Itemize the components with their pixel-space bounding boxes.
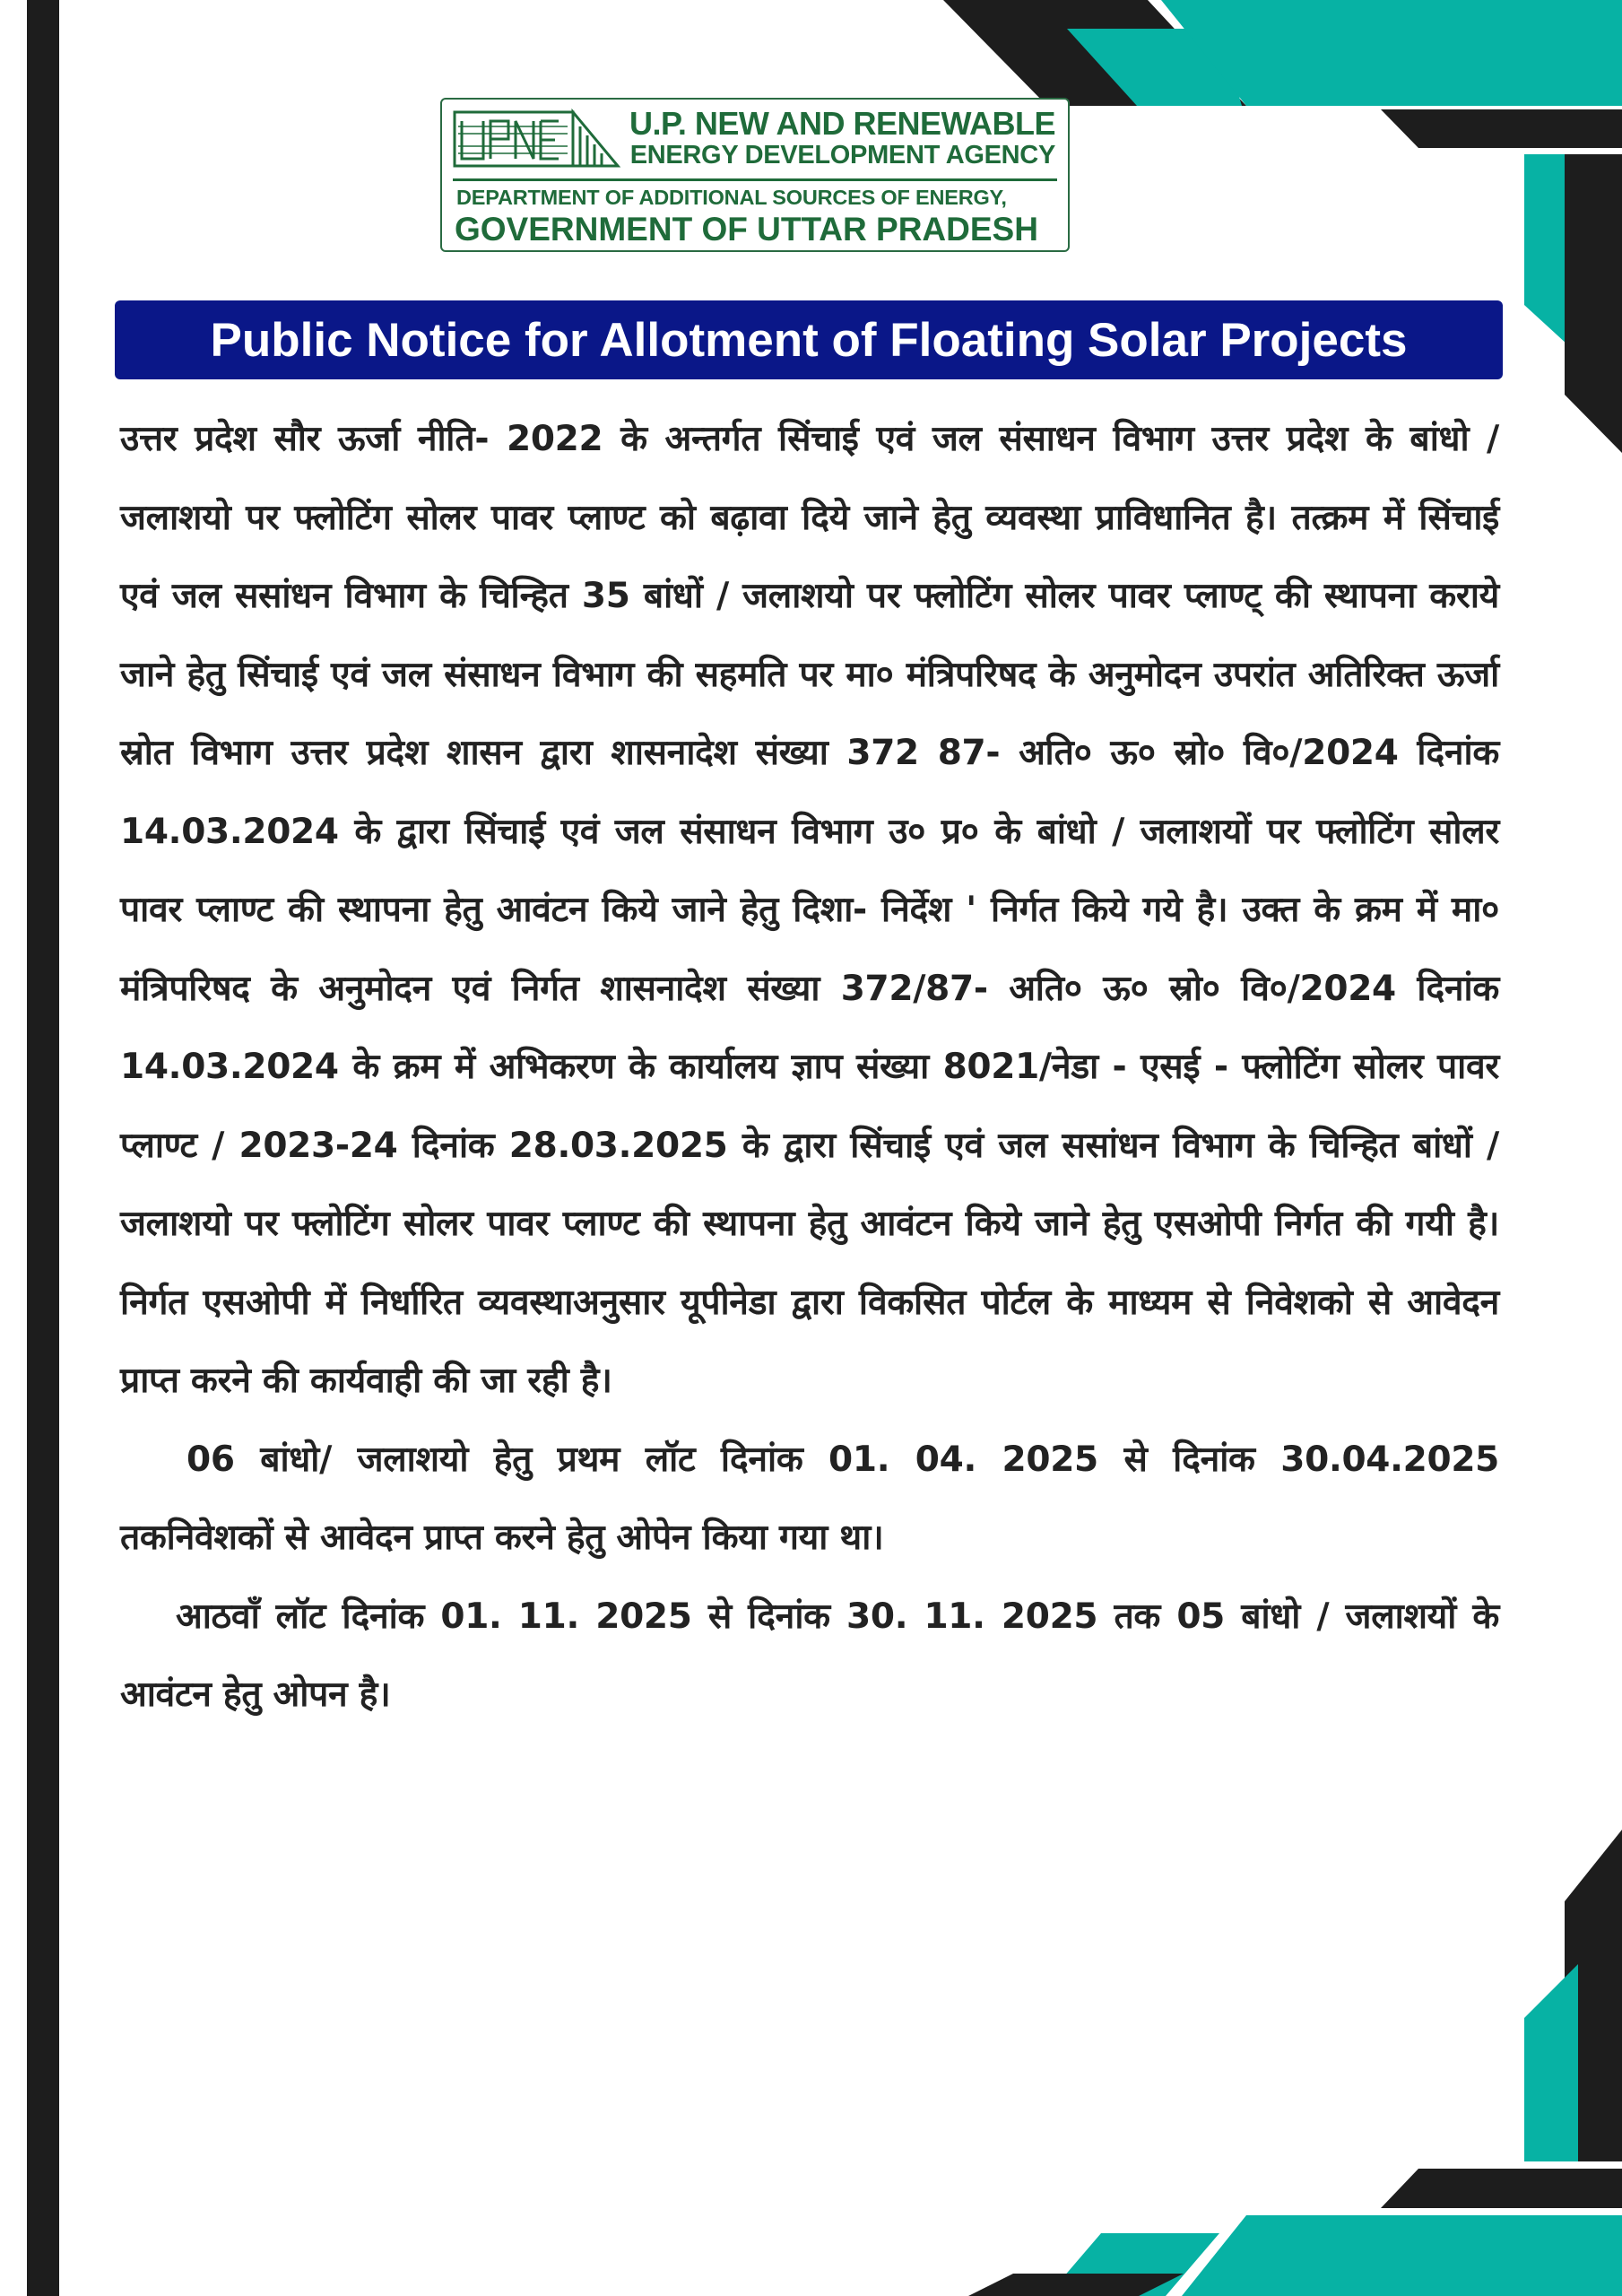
- department-line: DEPARTMENT OF ADDITIONAL SOURCES OF ENERGY,: [456, 186, 1007, 209]
- notice-title: Public Notice for Allotment of Floating Solar Projects: [210, 313, 1408, 367]
- notice-body: [120, 400, 1499, 1735]
- logo-divider: [453, 178, 1057, 181]
- notice-paragraph-3: आठवाँ लॉट दिनांक 01. 11. 2025 से दिनांक 30. 11. 2025 तक 05 बांधो / जलाशयों के आवंटन हेतु ओपन है।: [120, 1596, 1499, 1715]
- notice-paragraph-1: उत्तर प्रदेश सौर ऊर्जा नीति- 2022 के अन्तर्गत सिंचाई एवं जल संसाधन विभाग उत्तर प्रदेश के बांधो / जलाशयो पर फ्लोटिंग सोलर पावर प्लाण्ट को बढ़ावा दिये जाने हेतु व्यवस्था प्राविधानित है। तत्क्रम में सिंचाई एवं जल ससांधन विभाग के चिन्हित 35 बांधों / जलाशयो पर फ्लोटिंग सोलर पावर प्लाण्ट् की स्थापना कराये जाने हेतु सिंचाई एवं जल संसाधन विभाग की सहमति पर मा० मंत्रिपरिषद के अनुमोदन उपरांत अतिरिक्त ऊर्जा स्रोत विभाग उत्तर प्रदेश शासन द्वारा शासनादेश संख्या 372 87- अति० ऊ० स्रो० वि०/2024 दिनांक 14.03.2024 के द्वारा सिंचाई एवं जल संसाधन विभाग उ० प्र० के बांधो / जलाशयों पर फ्लोटिंग सोलर पावर प्लाण्ट की स्थापना हेतु आवंटन किये जाने हेतु दिशा- निर्देश ' निर्गत किये गये है। उक्त के क्रम में मा० मंत्रिपरिषद के अनुमोदन एवं निर्गत शासनादेश संख्या 372/87- अति० ऊ० स्रो० वि०/2024 दिनांक 14.03.2024 के क्रम में अभिकरण के कार्यालय ज्ञाप संख्या 8021/नेडा - एसई - फ्लोटिंग सोलर पावर प्लाण्ट / 2023-24 दिनांक 28.03.2025 के द्वारा सिंचाई एवं जल ससांधन विभाग के चिन्हित बांधों / जलाशयो पर फ्लोटिंग सोलर पावर प्लाण्ट की स्थापना हेतु आवंटन किये जाने हेतु एसओपी निर्गत की गयी है। निर्गत एसओपी में निर्धारित व्यवस्थाअनुसार यूपीनेडा द्वारा विकसित पोर्टल के माध्यम से निवेशको से आवेदन प्राप्त करने की कार्यवाही की जा रही है।: [120, 419, 1499, 1401]
- agency-name-line2: ENERGY DEVELOPMENT AGENCY: [629, 141, 1055, 170]
- upneda-logo: [440, 98, 1070, 252]
- government-line: GOVERNMENT OF UTTAR PRADESH: [455, 211, 1038, 248]
- notice-title-bar: [115, 300, 1503, 379]
- upneda-logo-mark: [453, 109, 621, 171]
- agency-name-line1: U.P. NEW AND RENEWABLE: [629, 105, 1055, 142]
- notice-paragraph-2: 06 बांधो/ जलाशयो हेतु प्रथम लॉट दिनांक 01. 04. 2025 से दिनांक 30.04.2025 तकनिवेशकों से आवेदन प्राप्त करने हेतु ओपेन किया गया था।: [120, 1439, 1499, 1558]
